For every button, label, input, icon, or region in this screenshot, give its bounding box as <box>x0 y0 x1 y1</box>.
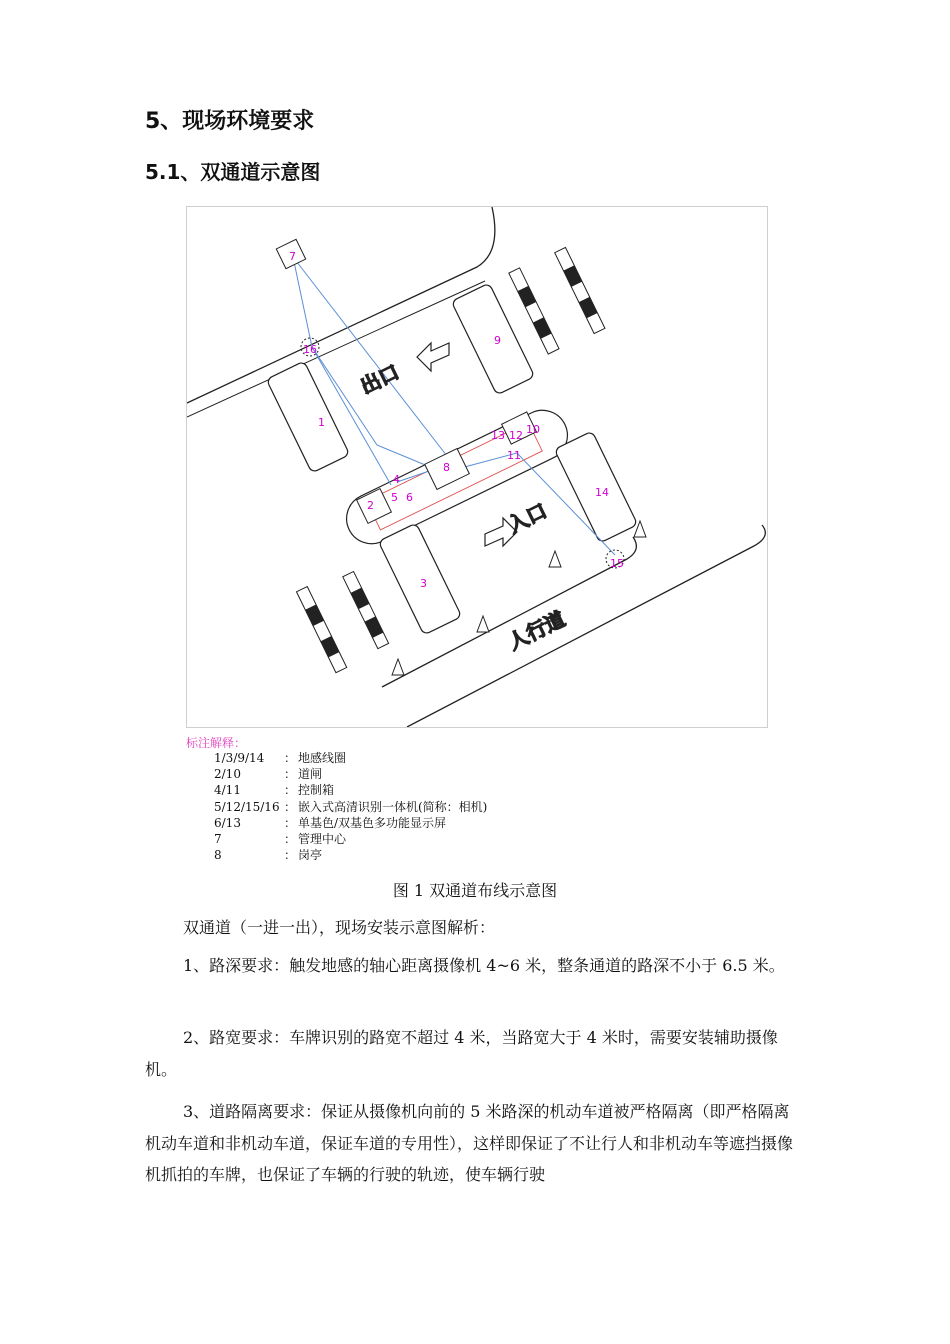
figure-caption: 图 1 双通道布线示意图 <box>392 881 558 900</box>
legend-key: 4/11 <box>214 783 241 798</box>
legend-row: 5/12/15/16 ： 嵌入式高清识别一体机(简称：相机) <box>214 799 488 814</box>
diagram-label: 3 <box>420 577 427 590</box>
legend-title: 标注解释： <box>186 736 247 750</box>
diagram-label: 7 <box>289 250 296 263</box>
legend-text: 道闸 <box>298 767 323 782</box>
traffic-cone <box>549 551 561 567</box>
diagram-label: 2 <box>367 499 374 512</box>
road-text: 人行道 <box>504 606 569 655</box>
diagram-label: 1 <box>318 416 325 429</box>
paragraph-road-isolation: 3、道路隔离要求：保证从摄像机向前的 5 米路深的机动车道被严格隔离（即严格隔离机动车道和非机动车道，保证车道的专用性），这样即保证了不让行人和非机动车等遮挡摄像机抓拍的车牌，也保证了车辆的行驶的轨迹，使车辆行驶 <box>145 1102 794 1184</box>
diagram-label: 13 <box>491 429 505 442</box>
legend-text: 管理中心 <box>298 832 347 847</box>
legend-row: 6/13 ： 单基色/双基色多功能显示屏 <box>214 815 447 830</box>
diagram-label: 6 <box>406 491 413 504</box>
road-edge-top <box>187 207 495 403</box>
legend-key: 1/3/9/14 <box>214 751 265 765</box>
road-edge-bottom-outer <box>407 525 765 727</box>
diagram-label: 4 <box>393 473 400 486</box>
legend-key: 2/10 <box>214 767 241 782</box>
traffic-cone <box>392 659 404 675</box>
legend-key: 8 <box>214 848 222 863</box>
diagram-label: 9 <box>494 334 501 347</box>
diagram-label: 12 <box>509 429 523 442</box>
legend <box>214 750 487 863</box>
legend-text: 岗亭 <box>298 848 323 863</box>
legend-text: 地感线圈 <box>298 751 347 765</box>
traffic-cone <box>477 616 489 632</box>
legend-key: 6/13 <box>214 815 241 830</box>
section-title: 5、现场环境要求 <box>145 109 315 134</box>
paragraph-road-depth: 1、路深要求：触发地感的轴心距离摄像机 4~6 米，整条通道的路深不小于 6.5 米。 <box>183 956 785 975</box>
loop-1 <box>266 361 349 473</box>
exit-arrow <box>417 343 449 371</box>
exit-text: 出口 <box>356 359 403 399</box>
legend-row: 1/3/9/14 ： 地感线圈 <box>214 751 347 765</box>
legend-text: 嵌入式高清识别一体机(简称：相机) <box>298 799 488 814</box>
legend-row: 7 ： 管理中心 <box>214 832 347 847</box>
diagram-label: 15 <box>610 557 624 570</box>
paragraph-intro: 双通道（一进一出），现场安装示意图解析： <box>183 918 496 937</box>
dual-lane-diagram <box>186 206 768 728</box>
diagram-label: 14 <box>595 486 609 499</box>
legend-row: 2/10 ： 道闸 <box>214 767 323 782</box>
legend-key: 5/12/15/16 <box>214 799 280 814</box>
entry-text: 入口 <box>504 498 551 538</box>
legend-row: 4/11 ： 控制箱 <box>214 783 335 798</box>
barrier-arm-bottom-1 <box>296 587 346 673</box>
diagram-label: 16 <box>303 343 317 356</box>
legend-text: 单基色/双基色多功能显示屏 <box>298 815 447 830</box>
legend-row: 8 ： 岗亭 <box>214 848 323 863</box>
barrier-arm-bottom-2 <box>343 571 389 648</box>
diagram-label: 8 <box>443 461 450 474</box>
barrier-arm-top-2 <box>555 247 605 333</box>
diagram-label: 5 <box>391 491 398 504</box>
diagram-label: 10 <box>526 423 540 436</box>
subsection-title: 5.1、双通道示意图 <box>145 160 321 184</box>
diagram-label: 11 <box>507 449 521 462</box>
legend-key: 7 <box>214 832 222 847</box>
paragraph-road-width: 2、路宽要求：车牌识别的路宽不超过 4 米，当路宽大于 4 米时，需要安装辅助摄像机。 <box>145 1028 778 1079</box>
legend-text: 控制箱 <box>298 783 335 798</box>
